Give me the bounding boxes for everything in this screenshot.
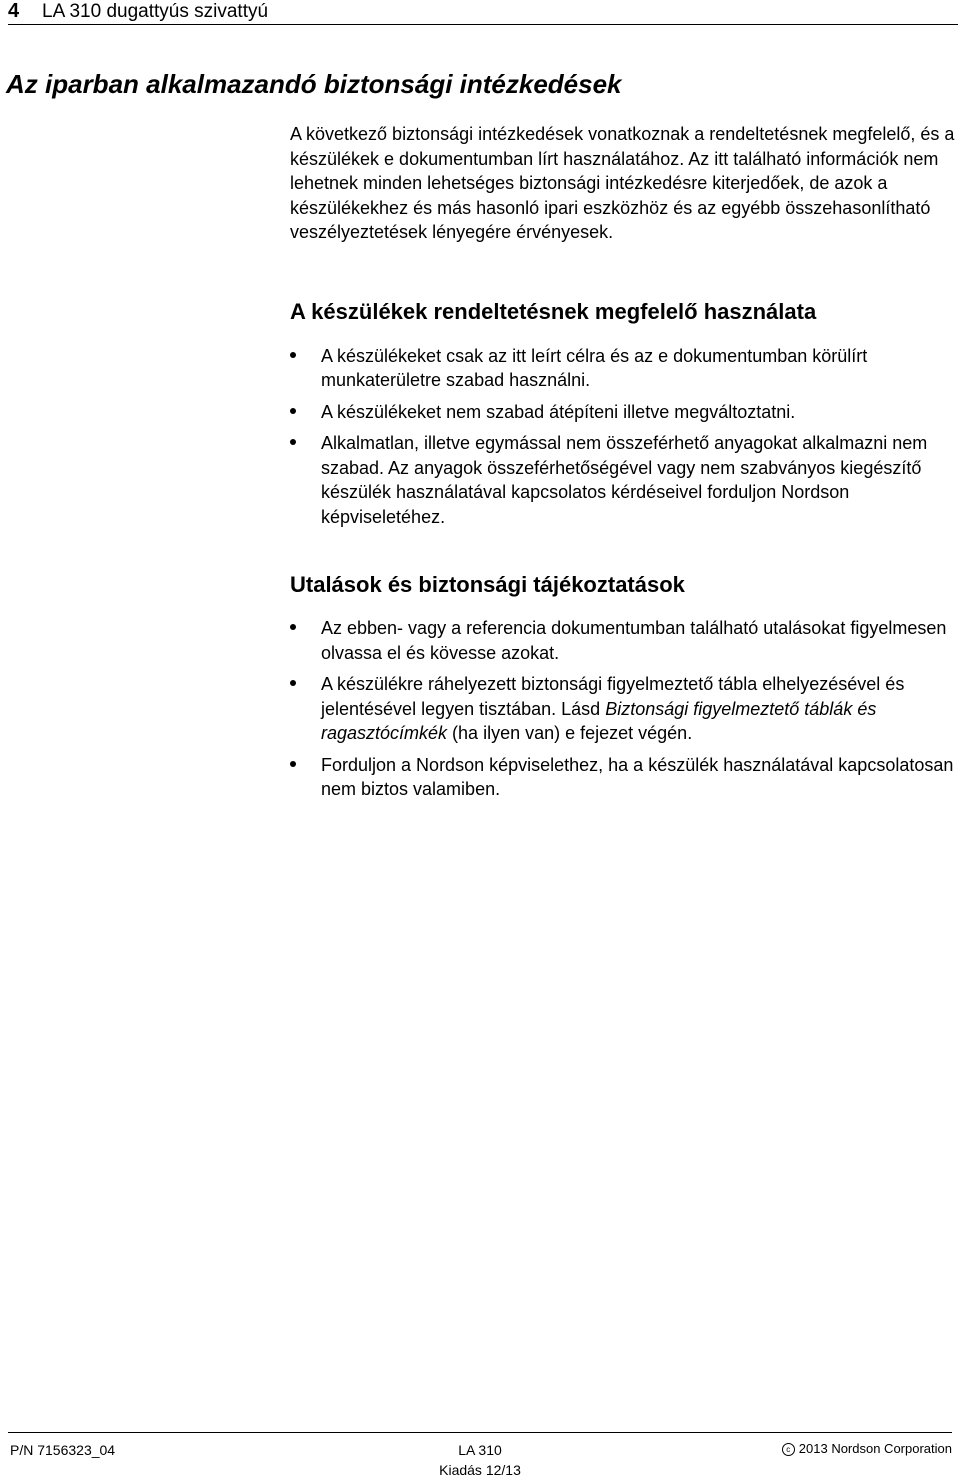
list-item-text-end: (ha ilyen van) e fejezet végén. bbox=[447, 723, 693, 743]
bullet-icon bbox=[290, 352, 296, 358]
copyright-icon: c bbox=[782, 1443, 795, 1456]
part-number: P/N 7156323_04 bbox=[10, 1442, 116, 1458]
list-item-text: Az ebben- vagy a referencia dokumentumban található utalásokat figyelmesen olvassa el és kövesse azokat. bbox=[321, 618, 947, 663]
bullet-icon bbox=[290, 761, 296, 767]
section-intended-use-title: A készülékek rendeltetésnek megfelelő használata bbox=[290, 298, 817, 324]
bullet-icon bbox=[290, 624, 296, 630]
list-item-text: A készülékeket csak az itt leírt célra és az e dokumentumban körülírt munkaterületre szabad használni. bbox=[321, 345, 868, 390]
list-item-text-start: A készülékre ráhelyezett biztonsági figyelmeztető tábla elhelyezésével és jelentésével legyen tisztában. Lásd bbox=[321, 674, 905, 719]
list-item bbox=[290, 344, 960, 393]
list-item bbox=[290, 616, 960, 665]
list-item bbox=[290, 753, 960, 802]
chapter-reference: Biztonsági figyelmeztető táblák és ragasztócímkék bbox=[321, 698, 877, 743]
copyright-notice bbox=[782, 1439, 952, 1459]
page-number: 4 bbox=[8, 0, 20, 22]
page-footer bbox=[8, 1432, 952, 1478]
bullet-icon bbox=[290, 408, 296, 414]
copyright-text: 2013 Nordson Corporation bbox=[798, 1441, 952, 1456]
list-item-text: Forduljon a Nordson képviselethez, ha a készülék használatával kapcsolatosan nem biztos valamiben. bbox=[321, 754, 954, 799]
section-safety-info-title: Utalások és biztonsági tájékoztatások bbox=[290, 572, 685, 597]
list-item-text bbox=[321, 674, 904, 743]
list-item bbox=[290, 672, 960, 746]
model-name: LA 310 bbox=[458, 1442, 502, 1458]
edition: Kiadás 12/13 bbox=[439, 1462, 521, 1478]
list-item-text: A készülékeket nem szabad átépíteni illetve megváltoztatni. bbox=[321, 401, 796, 422]
bullet-icon bbox=[290, 439, 296, 445]
intended-use-list bbox=[290, 344, 960, 530]
main-title: Az iparban alkalmazandó biztonsági intézkedések bbox=[6, 69, 622, 99]
document-title: LA 310 dugattyús szivattyú bbox=[42, 1, 269, 22]
list-item-text: Alkalmatlan, illetve egymással nem összeférhető anyagokat alkalmazni nem szabad. Az anyagok összeférhetőségével vagy nem szabványos kiegészítő készülék használatával kapcsolatos kérdéseivel forduljon Nordson képviseletéhez. bbox=[321, 433, 928, 527]
list-item bbox=[290, 400, 960, 425]
footer-center bbox=[380, 1440, 580, 1480]
bullet-icon bbox=[290, 680, 296, 686]
safety-info-list bbox=[290, 616, 960, 802]
page-header bbox=[8, 0, 958, 25]
intro-paragraph: A következő biztonsági intézkedések vonatkoznak a rendeltetésnek megfelelő, és a készülékek e dokumentumban lírt használatához. Az itt található információk nem lehetnek minden lehetséges biztonsági intézkedésre kiterjedőek, de azok a készülékekhez és más hasonló ipari eszközhöz és az egyébb összehasonlítható veszélyeztetések lényegére érvényesek. bbox=[290, 124, 955, 242]
list-item bbox=[290, 431, 960, 529]
content-column bbox=[290, 122, 960, 809]
